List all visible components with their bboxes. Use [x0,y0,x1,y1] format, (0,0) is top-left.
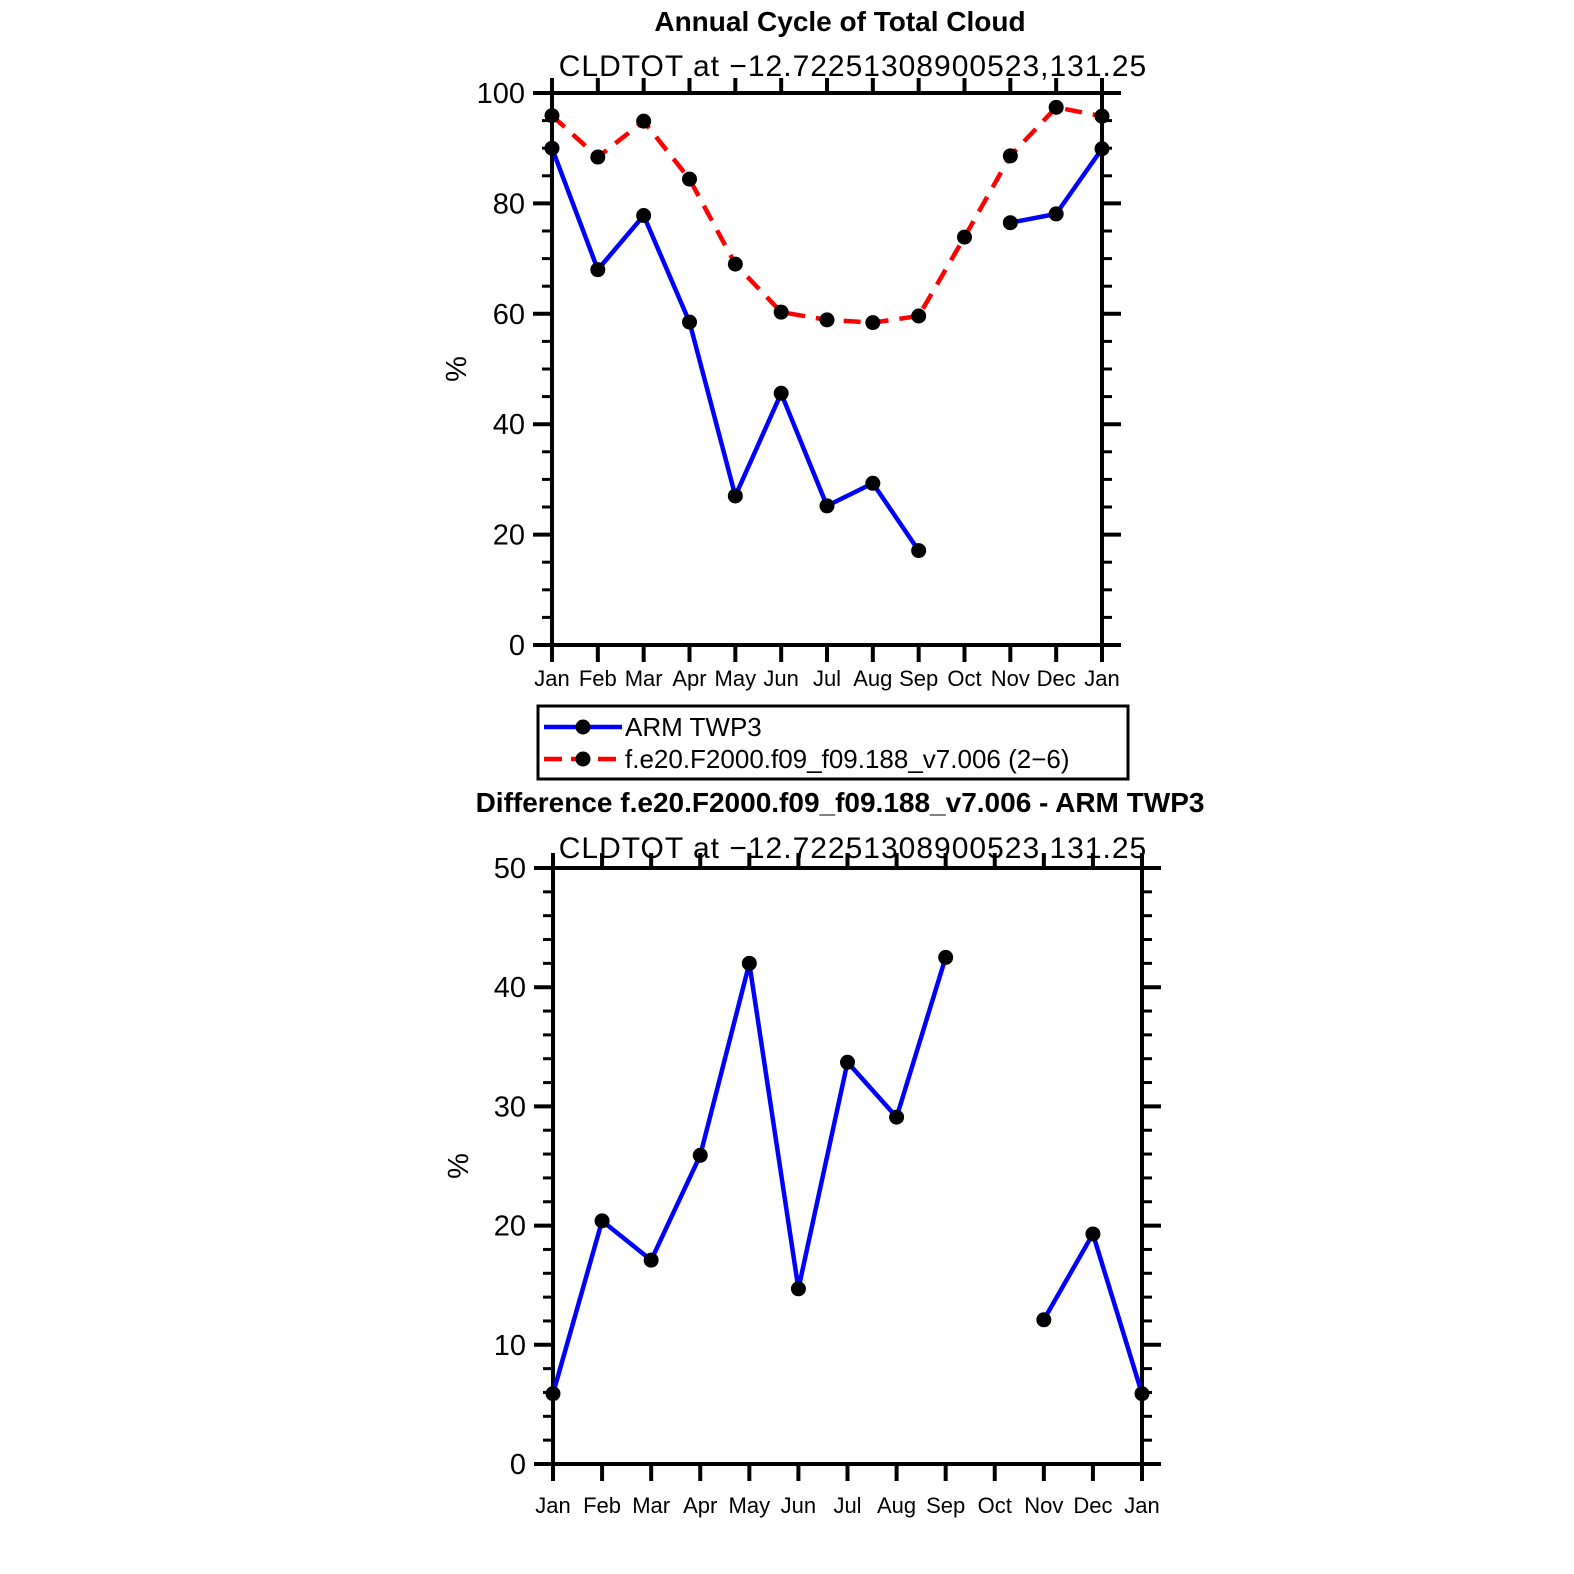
y-tick-label: 50 [493,853,526,885]
x-tick-label: Jun [763,666,799,691]
y-tick-label: 20 [493,1210,526,1243]
y-tick-label: 60 [492,298,525,331]
difference-chart [443,853,1161,1518]
x-tick-label: Aug [853,666,893,691]
data-point-marker [728,257,743,272]
x-tick-label: Jan [534,666,570,691]
data-point-marker [1003,215,1018,230]
data-point-marker [546,1386,561,1401]
chart2-subtitle: CLDTOT at −12.72251308900523,131.25 [558,832,1148,865]
data-point-marker [1095,141,1110,156]
chart1-subtitle: CLDTOT at −12.72251308900523,131.25 [558,50,1148,83]
data-point-marker [865,315,880,330]
data-point-marker [774,305,789,320]
legend-entry-model [544,744,1070,774]
plot-frame [552,93,1102,645]
data-point-marker [742,956,757,971]
data-point-marker [590,262,605,277]
series-line [553,957,946,1393]
x-tick-label: Jun [780,1493,817,1518]
y-tick-label: 20 [492,519,525,552]
x-tick-label: Sep [899,666,939,691]
x-tick-label: Oct [977,1493,1012,1518]
x-tick-label: Nov [990,666,1030,691]
x-tick-label: Apr [672,666,707,691]
x-tick-label: Dec [1073,1493,1113,1518]
y-tick-label: 80 [492,188,525,221]
data-point-marker [682,172,697,187]
data-point-marker [911,543,926,558]
data-point-marker [889,1110,904,1125]
data-point-marker [545,108,560,123]
chart1-title: Annual Cycle of Total Cloud [654,6,1026,37]
data-point-marker [1036,1312,1051,1327]
data-point-marker [595,1213,610,1228]
y-axis-title: % [441,356,473,382]
x-tick-label: Nov [1024,1493,1064,1518]
data-point-marker [865,476,880,491]
y-tick-label: 100 [476,78,525,110]
y-tick-label: 0 [509,1449,526,1481]
x-tick-label: Oct [947,666,982,691]
data-point-marker [840,1055,855,1070]
data-point-marker [590,150,605,165]
x-tick-label: Feb [583,1493,622,1518]
data-point-marker [957,230,972,245]
x-tick-label: Aug [877,1493,917,1518]
data-point-marker [791,1281,806,1296]
legend [538,706,1128,779]
y-tick-label: 10 [493,1329,526,1362]
x-tick-label: Mar [624,666,663,691]
legend-marker-obs [576,720,591,735]
x-tick-label: Apr [683,1493,718,1518]
y-tick-label: 0 [508,630,525,662]
data-point-marker [820,312,835,327]
y-tick-label: 40 [492,409,525,442]
data-point-marker [728,488,743,503]
data-point-marker [1085,1226,1100,1241]
data-point-marker [1135,1386,1150,1401]
y-tick-label: 40 [493,972,526,1005]
data-point-marker [938,950,953,965]
legend-label-model: f.e20.F2000.f09_f09.188_v7.006 (2−6) [625,744,1070,774]
x-tick-label: Sep [926,1493,966,1518]
y-tick-label: 30 [493,1091,526,1124]
x-tick-label: Jul [812,666,842,691]
data-point-marker [774,386,789,401]
x-tick-label: Dec [1036,666,1076,691]
x-tick-label: Jan [535,1493,571,1518]
x-tick-label: Jan [1124,1493,1160,1518]
data-point-marker [545,141,560,156]
data-point-marker [1049,100,1064,115]
data-point-marker [911,309,926,324]
data-point-marker [636,208,651,223]
x-tick-label: Jan [1084,666,1120,691]
y-axis-title: % [443,1153,475,1179]
x-tick-label: Jul [833,1493,862,1518]
data-point-marker [820,498,835,513]
data-point-marker [1095,109,1110,124]
series-line [552,107,1102,322]
data-point-marker [644,1253,659,1268]
series-line [1044,1234,1142,1394]
legend-marker-model [576,752,591,767]
legend-label-obs: ARM TWP3 [625,712,762,742]
plot-frame [553,868,1142,1464]
x-tick-label: Mar [632,1493,671,1518]
x-tick-label: May [728,1493,771,1518]
data-point-marker [636,114,651,129]
data-point-marker [693,1148,708,1163]
x-tick-label: May [714,666,757,691]
legend-entry-obs [544,712,762,742]
chart2-title: Difference f.e20.F2000.f09_f09.188_v7.006 - ARM TWP3 [475,787,1205,818]
data-point-marker [1003,148,1018,163]
data-point-marker [682,315,697,330]
annual-cycle-chart [441,78,1121,691]
data-point-marker [1049,206,1064,221]
x-tick-label: Feb [578,666,617,691]
